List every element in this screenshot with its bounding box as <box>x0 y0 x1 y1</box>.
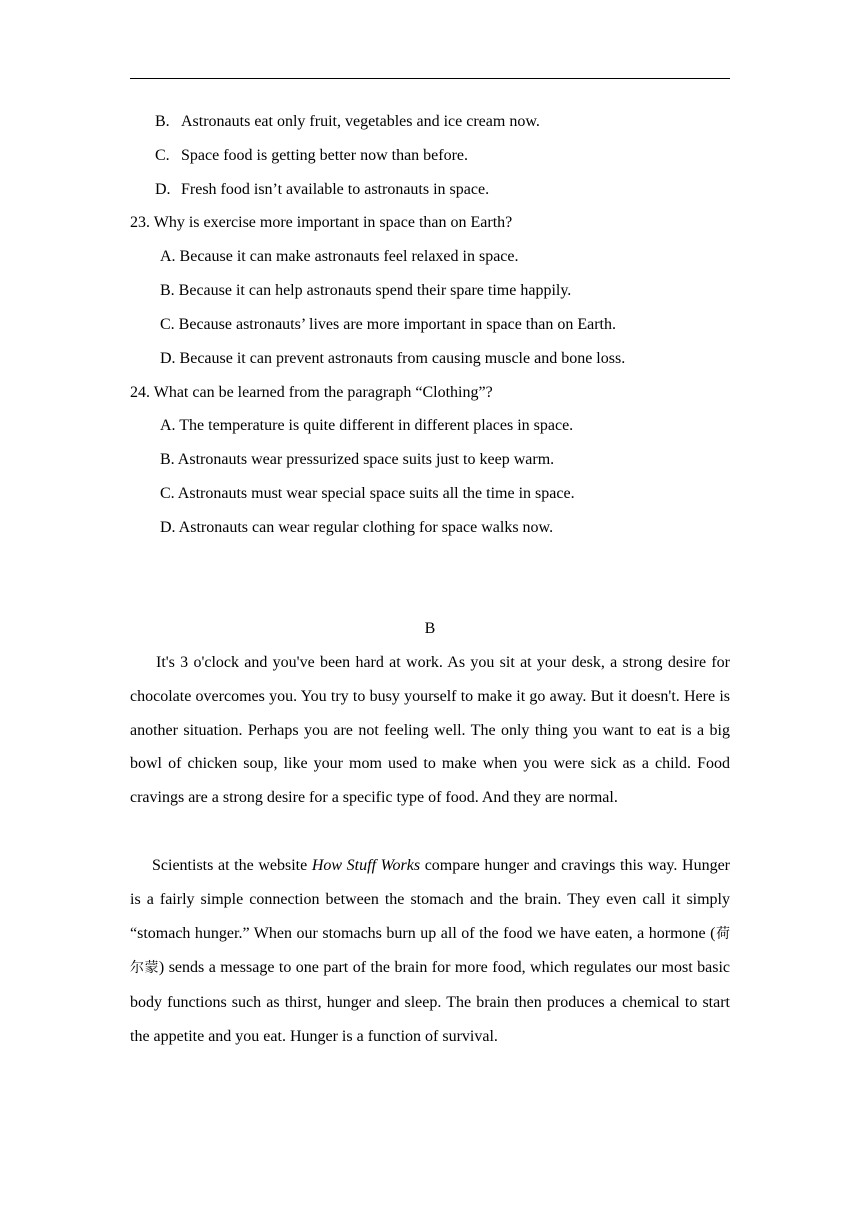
q22-option-c <box>155 146 468 166</box>
q22-option-b <box>155 112 540 132</box>
q24-option-b: B. Astronauts wear pressurized space suits just to keep warm. <box>160 451 555 468</box>
passage-paragraph-1 <box>130 646 730 815</box>
q22-option-d <box>155 180 489 200</box>
paragraph-text-part3: ) sends a message to one part of the brain for more food, which regulates our most basic body functions such as thirst, hunger and sleep. The brain then produces a chemical to start the appetite and you eat. Hunger is a function of survival. <box>130 959 730 1045</box>
q23-option-b: B. Because it can help astronauts spend their spare time happily. <box>160 282 572 299</box>
option-text: Fresh food isn’t available to astronauts in space. <box>181 181 490 198</box>
paragraph-text-part2: compare hunger and cravings this way. Hunger is a fairly simple connection between the stomach and the brain. They even call it simply “stomach hunger.” When our stomachs burn up all of the food we have eaten, a hormone ( <box>130 857 730 942</box>
chinese-gloss: 荷尔蒙 <box>130 925 731 977</box>
q24-option-a: A. The temperature is quite different in different places in space. <box>160 417 574 434</box>
passage-paragraph-2 <box>130 849 730 1054</box>
paragraph-text-part1: Scientists at the website <box>152 857 312 874</box>
header-rule <box>130 78 730 79</box>
option-letter: C. <box>155 147 170 164</box>
option-text: Space food is getting better now than before. <box>181 147 469 164</box>
q24-question: 24. What can be learned from the paragraph “Clothing”? <box>130 384 493 401</box>
option-text: Astronauts eat only fruit, vegetables and ice cream now. <box>181 113 540 130</box>
q23-option-c: C. Because astronauts’ lives are more important in space than on Earth. <box>160 316 616 333</box>
option-letter: D. <box>155 181 171 198</box>
q23-option-a: A. Because it can make astronauts feel relaxed in space. <box>160 248 519 265</box>
q23-option-d: D. Because it can prevent astronauts from causing muscle and bone loss. <box>160 350 626 367</box>
option-letter: B. <box>155 113 170 130</box>
website-title: How Stuff Works <box>311 857 421 874</box>
section-heading: B <box>424 620 436 637</box>
paragraph-text: It's 3 o'clock and you've been hard at work. As you sit at your desk, a strong desire for chocolate overcomes you. You try to busy yourself to make it go away. But it doesn't. Here is another situation. Perhaps you are not feeling well. The only thing you want to eat is a big bowl of chicken soup, like your mom used to make when you were sick as a child. Food cravings are a strong desire for a specific type of food. And they are normal. <box>130 654 730 807</box>
q23-question: 23. Why is exercise more important in space than on Earth? <box>130 214 513 231</box>
q24-option-c: C. Astronauts must wear special space suits all the time in space. <box>160 485 575 502</box>
q24-option-d: D. Astronauts can wear regular clothing for space walks now. <box>160 519 554 536</box>
